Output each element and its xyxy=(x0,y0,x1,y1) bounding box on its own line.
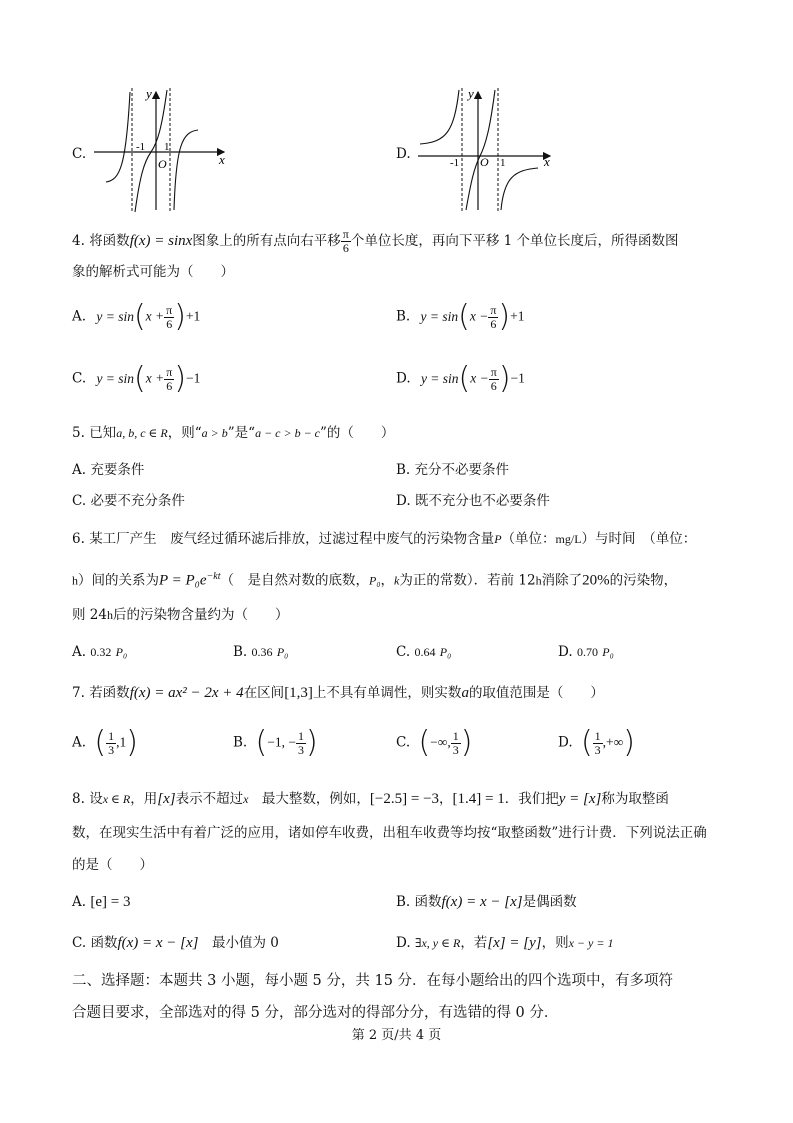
section2-line2: 合题目要求，全部选对的得 5 分，部分选对的得部分分，有选错的得 0 分． xyxy=(72,1005,559,1021)
q6-stem-line2: h）间的关系为$P = P_0e^{-kt}$（ 是自然对数的底数，P₀，k为正的常数）．若前 12h消除了20%的污染物， xyxy=(72,571,678,589)
q5-option-d: D. 既不充分也不必要条件 xyxy=(396,493,550,509)
q5-option-a: A. 充要条件 xyxy=(72,462,145,478)
q7-option-d: D. ( $\frac{1}{3}$ ,+∞) xyxy=(558,725,635,760)
q4-option-b: B. y = sin(x − $\frac{\pi}{6}$ )+1 xyxy=(396,299,525,334)
page-footer: 第 2 页/共 4 页 xyxy=(351,1028,442,1043)
tick-pos1: 1 xyxy=(500,157,506,169)
q6-option-d: D. 0.70 P₀ xyxy=(558,644,614,660)
tick-neg1: -1 xyxy=(450,157,460,169)
curve-mid xyxy=(466,90,495,210)
q5-stem: 5. 已知a, b, c ∈ R，则“a > b”是“a − c > b − c”的（ ） xyxy=(72,425,395,441)
x-axis-label: x xyxy=(219,152,225,167)
y-axis-label: y xyxy=(468,86,474,101)
q8-stem-line1: 8. 设x ∈ R，用[x]表示不超过x 最大整数，例如，[−2.5] = −3，[1.4] = 1．我们把y = [x]称为取整函 xyxy=(72,791,669,807)
curve-right xyxy=(174,130,198,210)
q7-stem: 7. 若函数f(x) = ax² − 2x + 4在区间[1,3]上不具有单调性，则实数a的取值范围是（ ） xyxy=(72,685,604,701)
q8-option-b: B. 函数f(x) = x − [x]是偶函数 xyxy=(396,894,577,910)
q8-option-d: D. ∃x, y ∈ R，若[x] = [y]，则x − y = 1 xyxy=(396,935,614,951)
q7-option-a: A. ( $\frac{1}{3}$ ,1) xyxy=(72,725,138,760)
q4-stem: 4. 将函数f(x) = sinx图象上的所有点向右平移 $\frac{\pi}{6}$ 个单位长度，再向下平移 1 个单位长度后，所得函数图 xyxy=(72,227,679,255)
q7-option-c: C. (−∞, $\frac{1}{3}$ ) xyxy=(396,725,473,760)
q6-stem-line1: 6. 某工厂产生 废气经过循环滤后排放，过滤过程中废气的污染物含量P（单位：mg/L）与时间 （单位： xyxy=(72,531,697,547)
origin-label: O xyxy=(480,155,489,169)
y-axis-label: y xyxy=(146,86,152,101)
q4-number: 4. xyxy=(72,233,85,249)
origin-label: O xyxy=(158,157,167,171)
q8-stem-line2: 数，在现实生活中有着广泛的应用，诸如停车收费，出租车收费等均按“取整函数”进行计费．下列说法正确 xyxy=(72,825,707,841)
q8-option-c: C. 函数f(x) = x − [x] 最小值为 0 xyxy=(72,935,279,951)
q4-option-c: C. y = sin(x + $\frac{\pi}{6}$ )−1 xyxy=(72,361,201,396)
tick-pos1: 1 xyxy=(164,141,170,153)
q8-option-a: A. [e] = 3 xyxy=(72,894,131,910)
curve-left xyxy=(420,90,459,144)
q7-option-b: B. (−1, − $\frac{1}{3}$ ) xyxy=(233,725,318,760)
curve-right xyxy=(501,168,538,210)
x-axis-label: x xyxy=(544,154,550,169)
q4-function: f(x) = sinx xyxy=(129,233,193,249)
q4-option-d: D. y = sin(x − $\frac{\pi}{6}$ )−1 xyxy=(396,361,525,396)
q5-option-b: B. 充分不必要条件 xyxy=(396,462,510,478)
q4-option-a: A. y = sin(x + $\frac{\pi}{6}$ )+1 xyxy=(72,299,201,334)
option-c-label: C. xyxy=(72,146,87,162)
curve-left xyxy=(106,92,130,182)
q6-option-b: B. 0.36 P₀ xyxy=(233,644,289,660)
q6-option-c: C. 0.64 P₀ xyxy=(396,644,452,660)
q6-stem-line3: 则 24h后的污染物含量约为（ ） xyxy=(72,607,289,623)
q8-stem-line3: 的是（ ） xyxy=(72,857,153,873)
q6-option-a: A. 0.32 P₀ xyxy=(72,644,128,660)
graph-option-d xyxy=(416,86,556,214)
q5-option-c: C. 必要不充分条件 xyxy=(72,493,185,509)
q4-shift-fraction: $\frac{\pi}{6}$ xyxy=(342,227,349,255)
option-d-label: D. xyxy=(396,146,411,162)
graph-option-c xyxy=(92,86,237,214)
section2-line1: 二、选择题：本题共 3 小题，每小题 5 分，共 15 分．在每小题给出的四个选项中，有多项符 xyxy=(72,973,674,989)
tick-neg1: -1 xyxy=(136,141,146,153)
q4-stem-line2: 象的解析式可能为（ ） xyxy=(72,264,234,280)
